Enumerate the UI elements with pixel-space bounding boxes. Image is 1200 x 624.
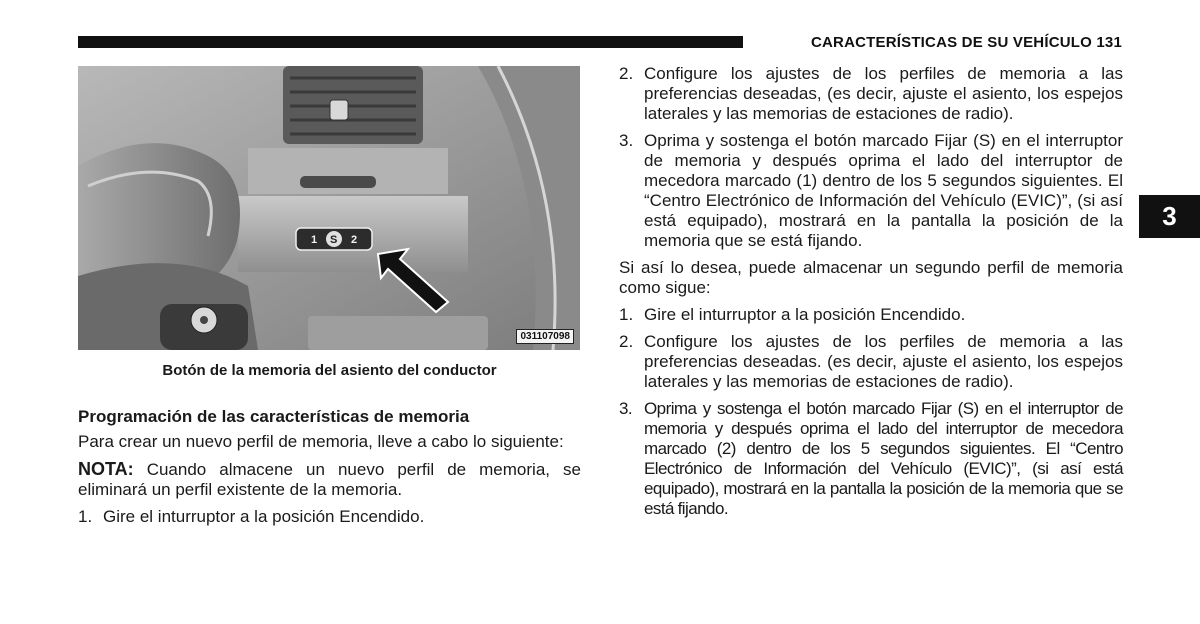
step-number: 2. bbox=[619, 64, 634, 83]
list-item bbox=[619, 64, 1123, 124]
list-item bbox=[619, 332, 1123, 392]
step-text: Gire el inturruptor a la posición Encendido. bbox=[103, 507, 425, 526]
step-number: 3. bbox=[619, 399, 633, 418]
step-text: Configure los ajustes de los perfiles de memoria a las preferencias deseadas, (es decir, ajuste el asiento, los espejos laterales y las memorias de estaciones de radio). bbox=[644, 64, 1123, 123]
left-column bbox=[78, 66, 581, 534]
step-number: 2. bbox=[619, 332, 634, 351]
step-number: 1. bbox=[619, 305, 634, 324]
left-steps-list bbox=[78, 507, 581, 527]
figure-memory-switch-photo bbox=[78, 66, 580, 350]
step-text: Oprima y sostenga el botón marcado Fijar (S) en el interruptor de memoria y después oprima el lado del interruptor de mecedora marcado (2) dentro de los 5 segundos siguientes. El “Centro Electrónico de Información del Vehículo (EVIC)”, (si así está equipado), mostrará en la pantalla la posición de la memoria que se está fijando. bbox=[644, 399, 1123, 518]
section-heading: Programación de las características de memoria bbox=[78, 407, 470, 426]
list-item bbox=[619, 305, 1123, 325]
list-item bbox=[619, 131, 1123, 251]
figure-reference-code: 031107098 bbox=[516, 329, 574, 344]
switch-label-1: 1 bbox=[311, 234, 318, 246]
note-paragraph bbox=[78, 459, 581, 500]
header-rule bbox=[78, 36, 743, 48]
step-text: Gire el inturruptor a la posición Encendido. bbox=[644, 305, 966, 324]
list-item bbox=[619, 399, 1123, 519]
step-number: 3. bbox=[619, 131, 634, 150]
list-item bbox=[78, 507, 581, 527]
note-label: NOTA: bbox=[78, 459, 134, 479]
second-profile-paragraph: Si así lo desea, puede almacenar un segundo perfil de memoria como sigue: bbox=[619, 258, 1123, 297]
step-text: Configure los ajustes de los perfiles de memoria a las preferencias deseadas. (es decir, ajuste el asiento, los espejos laterales y las memorias de estaciones de radio). bbox=[644, 332, 1123, 391]
page-header-title: CARACTERÍSTICAS DE SU VEHÍCULO 131 bbox=[810, 34, 1122, 51]
switch-label-2: 2 bbox=[351, 234, 358, 246]
right-column bbox=[619, 64, 1123, 526]
note-text: Cuando almacene un nuevo perfil de memoria, se eliminará un perfil existente de la memoria. bbox=[78, 460, 581, 499]
figure-caption: Botón de la memoria del asiento del conductor bbox=[162, 362, 497, 379]
door-panel-illustration bbox=[78, 66, 580, 350]
intro-paragraph: Para crear un nuevo perfil de memoria, lleve a cabo lo siguiente: bbox=[78, 432, 564, 451]
first-profile-steps-list bbox=[619, 64, 1123, 251]
step-number: 1. bbox=[78, 507, 93, 526]
second-profile-steps-list bbox=[619, 305, 1123, 519]
step-text: Oprima y sostenga el botón marcado Fijar (S) en el interruptor de memoria y después oprima el lado del interruptor de mecedora marcado (1) dentro de los 5 segundos siguientes. El “Centro Electrónico de Información del Vehículo (EVIC)”, (si así está equipado), mostrará en la pantalla la posición de la memoria que se está fijando. bbox=[644, 131, 1123, 250]
chapter-tab: 3 bbox=[1139, 195, 1200, 238]
switch-label-set: S bbox=[330, 234, 338, 246]
